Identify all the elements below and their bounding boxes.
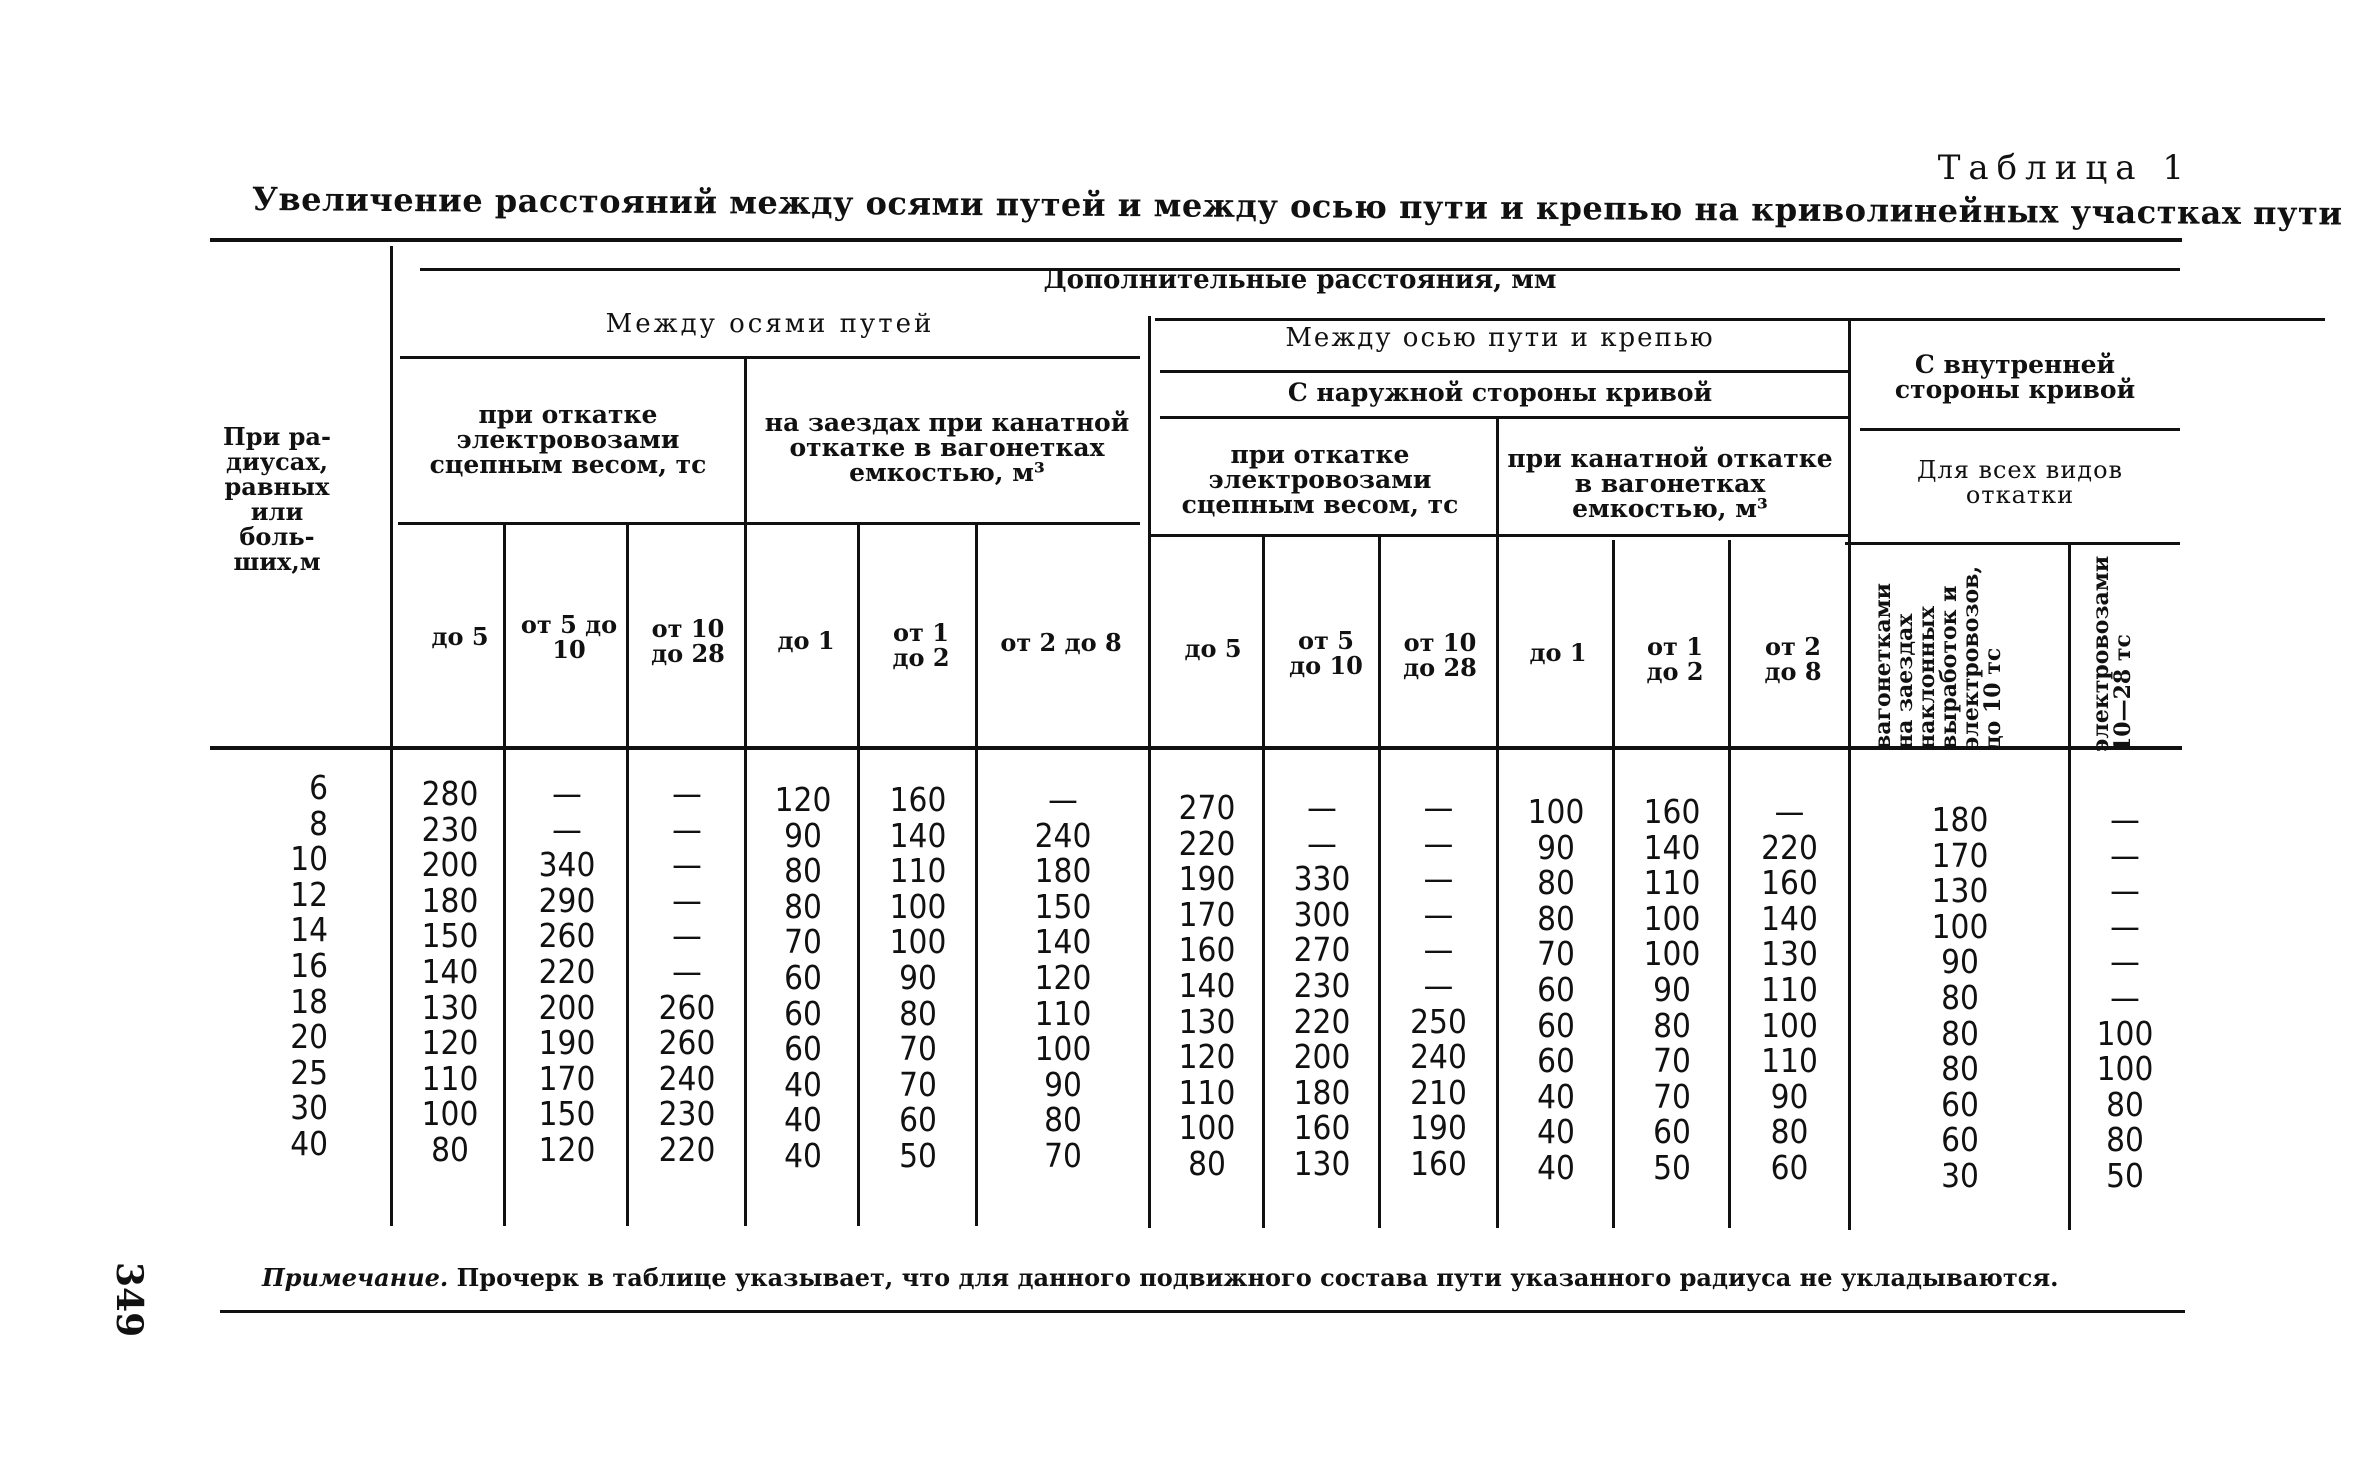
table-cell: 130 (1761, 934, 1818, 974)
table-cell: 110 (1034, 993, 1092, 1033)
table-cell: 100 (889, 922, 947, 962)
radius-cell: 30 (290, 1088, 328, 1128)
table-cell: — (1774, 792, 1805, 831)
header-electro-2: при откатке электровозами сцепным весом, тс (1181, 440, 1459, 519)
table-cell: 230 (658, 1094, 716, 1134)
vrule-2 (626, 524, 629, 1226)
table-cell: — (552, 774, 582, 813)
table-cell: 60 (1941, 1120, 1979, 1160)
table-cell: 120 (774, 780, 832, 819)
rule-inner (1860, 428, 2180, 431)
table-cell: 180 (1293, 1072, 1351, 1112)
table-cell: 80 (1770, 1112, 1809, 1152)
header-axis-support: Между осью пути и крепью (1285, 323, 1715, 353)
table-cell: 40 (1537, 1112, 1575, 1152)
table-cell: 150 (1034, 886, 1092, 926)
table-cell: 80 (1044, 1100, 1082, 1140)
table-cell: 260 (658, 987, 716, 1027)
table-cell: 100 (889, 886, 947, 926)
data-column-7 (1265, 790, 1379, 1182)
table-cell: 200 (1293, 1037, 1351, 1077)
table-cell: 60 (1941, 1084, 1979, 1124)
table-cell: 150 (538, 1094, 596, 1134)
table-cell: 100 (1931, 906, 1989, 946)
header-electro-1: при откатке электровозами сцепным весом, тс (429, 400, 707, 479)
table-cell: — (672, 774, 702, 813)
sub-header-3: до 1 (777, 626, 835, 655)
table-cell: 100 (1643, 898, 1701, 938)
table-cell: 60 (784, 993, 822, 1033)
table-cell: 240 (1034, 815, 1092, 855)
data-column-6 (1152, 790, 1262, 1182)
table-cell: 40 (1537, 1147, 1575, 1187)
rule-axis-support (1155, 318, 2325, 321)
table-cell: — (2110, 835, 2140, 875)
data-column-2 (630, 776, 744, 1168)
table-cell: — (2110, 977, 2140, 1017)
radius-column (270, 770, 328, 1162)
table-cell: 210 (1410, 1072, 1467, 1112)
header-vertical-electro: электровозами 10—28 тс (2088, 555, 2136, 752)
table-cell: 110 (1178, 1072, 1236, 1112)
rule-sub-left (398, 522, 1140, 525)
sub-header-0: до 5 (431, 622, 489, 651)
header-between-axes: Между осями путей (605, 309, 935, 339)
header-inner-side: С внутренней стороны кривой (1894, 350, 2136, 404)
table-cell: 40 (784, 1135, 822, 1175)
table-cell: — (672, 845, 702, 885)
header-rope-1: на заездах при канатной откатке в вагонетках емкостью, м³ (764, 408, 1130, 487)
table-cell: — (672, 809, 702, 849)
radius-cell: 16 (290, 945, 328, 985)
table-cell: 240 (658, 1058, 716, 1098)
data-column-11 (1731, 794, 1848, 1186)
table-cell: 140 (1761, 898, 1818, 938)
table-cell: 160 (1293, 1108, 1351, 1148)
vrule-9 (1496, 418, 1499, 1228)
sub-header-2: от 10 до 28 (651, 614, 725, 668)
table-cell: 70 (899, 1064, 937, 1104)
table-cell: 60 (1537, 1041, 1575, 1081)
radius-cell: 14 (290, 910, 328, 950)
table-cell: 120 (1034, 957, 1092, 997)
table-cell: 90 (784, 815, 822, 855)
table-cell: 50 (2106, 1155, 2144, 1195)
table-cell: 40 (784, 1100, 822, 1140)
sub-header-11: от 2 до 8 (1764, 632, 1822, 686)
table-cell: — (1423, 894, 1454, 934)
table-cell: 110 (1643, 863, 1701, 903)
table-cell: 290 (538, 880, 596, 920)
table-cell: 170 (538, 1058, 596, 1098)
table-cell: 130 (1931, 871, 1989, 911)
data-column-0 (395, 776, 505, 1168)
rule-sub-right (1845, 542, 2180, 545)
table-cell: 130 (1293, 1143, 1351, 1183)
table-cell: 130 (1178, 1001, 1236, 1041)
table-cell: 80 (2106, 1120, 2144, 1160)
table-cell: 40 (1537, 1076, 1575, 1116)
table-cell: 140 (1034, 922, 1092, 962)
sub-header-4: от 1 до 2 (892, 618, 950, 672)
radius-cell: 40 (290, 1123, 328, 1163)
table-cell: 110 (421, 1058, 479, 1098)
table-cell: 180 (1931, 800, 1989, 839)
table-cell: 110 (1761, 969, 1818, 1009)
table-cell: — (1307, 788, 1337, 827)
data-column-13 (2071, 802, 2179, 1194)
table-cell: 220 (658, 1129, 716, 1169)
data-column-4 (860, 782, 976, 1174)
data-column-8 (1381, 790, 1496, 1182)
table-cell: 170 (1931, 835, 1989, 875)
table-cell: 70 (784, 922, 822, 962)
vrule-12 (1848, 318, 1851, 1230)
data-column-1 (508, 776, 626, 1168)
radius-cell: 6 (309, 768, 328, 807)
table-cell: 60 (784, 1029, 822, 1069)
radius-cell: 10 (290, 839, 328, 879)
table-cell: — (1048, 780, 1078, 819)
header-radius: При ра- диусах, равных или боль- ших,м (223, 422, 331, 576)
table-cell: 90 (1044, 1064, 1082, 1104)
table-cell: 60 (1770, 1147, 1809, 1187)
table-cell: 80 (1941, 977, 1979, 1017)
sub-header-7: от 5 до 10 (1289, 626, 1363, 680)
data-column-12 (1852, 802, 2068, 1194)
table-cell: 240 (1410, 1037, 1467, 1077)
table-cell: 140 (1178, 965, 1236, 1005)
table-cell: 160 (1643, 792, 1701, 831)
table-cell: 60 (1537, 1005, 1575, 1045)
table-cell: 330 (1293, 859, 1351, 899)
table-cell: 40 (784, 1064, 822, 1104)
table-cell: 110 (889, 851, 947, 891)
table-cell: 250 (1410, 1001, 1467, 1041)
table-cell: 90 (1537, 827, 1575, 867)
table-cell: 120 (1178, 1037, 1236, 1077)
table-cell: 80 (1188, 1143, 1226, 1183)
table-cell: 220 (538, 951, 596, 991)
table-cell: 60 (1653, 1112, 1691, 1152)
header-outer-side: С наружной стороны кривой (1287, 378, 1713, 407)
table-cell: 300 (1293, 894, 1351, 934)
vrule-radius (390, 246, 393, 1226)
header-additional: Дополнительные расстояния, мм (1043, 265, 1557, 295)
table-cell: 100 (1527, 792, 1585, 831)
table-cell: 160 (1410, 1143, 1467, 1183)
radius-cell: 20 (290, 1017, 328, 1057)
table-cell: 200 (538, 987, 596, 1027)
table-cell: 80 (1941, 1013, 1979, 1053)
table-cell: 180 (421, 880, 479, 920)
table-cell: — (672, 880, 702, 920)
radius-cell: 25 (290, 1052, 328, 1092)
table-cell: 100 (1034, 1029, 1092, 1069)
sub-header-9: до 1 (1529, 638, 1587, 667)
table-cell: 270 (1178, 788, 1236, 827)
table-cell: 220 (1293, 1001, 1351, 1041)
table-cell: 190 (1410, 1108, 1467, 1148)
table-cell: 200 (421, 845, 479, 885)
table-cell: 70 (899, 1029, 937, 1069)
table-cell: 270 (1293, 930, 1351, 970)
table-cell: 70 (1653, 1076, 1691, 1116)
table-cell: 90 (1770, 1076, 1809, 1116)
table-cell: — (2110, 906, 2140, 946)
header-rope-2: при канатной откатке в вагонетках емкостью, м³ (1507, 444, 1833, 523)
table-cell: 80 (784, 886, 822, 926)
note-text: Прочерк в таблице указывает, что для данного подвижного состава пути указанного радиуса не укладываются. (456, 1263, 2059, 1292)
table-cell: 80 (431, 1129, 469, 1169)
table-cell: 60 (899, 1100, 937, 1140)
vrule-3 (744, 356, 747, 1226)
table-cell: 230 (1293, 965, 1351, 1005)
table-cell: 100 (421, 1094, 479, 1134)
table-cell: 110 (1761, 1041, 1818, 1081)
table-cell: 140 (889, 815, 947, 855)
table-cell: — (552, 809, 582, 849)
table-cell: 60 (784, 957, 822, 997)
note-label: Примечание. (262, 1263, 449, 1292)
table-cell: — (1423, 930, 1454, 970)
table-cell: — (2110, 800, 2140, 839)
table-cell: — (1423, 788, 1454, 827)
table-cell: 80 (1653, 1005, 1691, 1045)
table-cell: — (1423, 965, 1454, 1005)
table-cell: 50 (899, 1135, 937, 1175)
page-number: 349 (108, 1262, 150, 1338)
table-cell: 260 (658, 1023, 716, 1063)
table-cell: 120 (421, 1023, 479, 1063)
table-cell: 70 (1653, 1041, 1691, 1081)
rule-outer (1160, 370, 1850, 373)
table-cell: 220 (1178, 823, 1236, 863)
table-cell: 190 (1178, 859, 1236, 899)
table-cell: 280 (421, 774, 479, 813)
table-cell: — (1423, 823, 1454, 863)
table-cell: 80 (1537, 898, 1575, 938)
table-cell: 340 (538, 845, 596, 885)
data-column-3 (748, 782, 858, 1174)
table-cell: 80 (784, 851, 822, 891)
table-title: Увеличение расстояний между осями путей и между осью пути и крепью на криволинейных участках пути (251, 180, 2343, 233)
table-cell: — (1307, 823, 1337, 863)
table-cell: 220 (1761, 827, 1818, 867)
table-cell: 150 (421, 916, 479, 956)
data-column-10 (1615, 794, 1729, 1186)
table-cell: — (672, 951, 702, 991)
table-cell: 80 (2106, 1084, 2144, 1124)
header-all-types: Для всех видов откатки (1916, 456, 2124, 509)
radius-cell: 18 (290, 981, 328, 1021)
table-cell: 230 (421, 809, 479, 849)
table-cell: 140 (421, 951, 479, 991)
table-cell: 90 (899, 957, 937, 997)
table-cell: 70 (1044, 1135, 1082, 1175)
table-cell: 90 (1653, 969, 1691, 1009)
table-cell: 100 (1643, 934, 1701, 974)
header-vertical-wagons: вагонетками на заездах наклонных выработок и электровозов, до 10 тс (1870, 565, 2006, 750)
rule-outer-sub (1160, 416, 1850, 419)
table-cell: 100 (1761, 1005, 1818, 1045)
table-cell: 260 (538, 916, 596, 956)
radius-cell: 8 (309, 803, 328, 843)
table-cell: — (672, 916, 702, 956)
top-rule (210, 238, 2182, 242)
table-cell: 120 (538, 1129, 596, 1169)
table-cell: — (1423, 859, 1454, 899)
table-cell: 30 (1941, 1155, 1979, 1195)
table-cell: 180 (1034, 851, 1092, 891)
sub-header-1: от 5 до 10 (520, 610, 618, 664)
table-cell: 100 (1178, 1108, 1236, 1148)
table-cell: 160 (889, 780, 947, 819)
table-cell: 160 (1178, 930, 1236, 970)
rule-between-axes (400, 356, 1140, 359)
table-cell: 140 (1643, 827, 1701, 867)
sub-header-5: от 2 до 8 (1000, 628, 1122, 657)
radius-cell: 12 (290, 874, 328, 914)
table-note (262, 1263, 2058, 1292)
sub-header-10: от 1 до 2 (1646, 632, 1704, 686)
bottom-rule (220, 1310, 2185, 1313)
table-cell: 80 (1941, 1049, 1979, 1089)
table-cell: 130 (421, 987, 479, 1027)
sub-header-8: от 10 до 28 (1403, 628, 1477, 682)
table-cell: 100 (2096, 1049, 2154, 1089)
table-cell: 170 (1178, 894, 1236, 934)
table-cell: 80 (1537, 863, 1575, 903)
table-cell: 60 (1537, 969, 1575, 1009)
table-cell: 190 (538, 1023, 596, 1063)
table-cell: 90 (1941, 942, 1979, 982)
table-cell: — (2110, 871, 2140, 911)
table-cell: 50 (1653, 1147, 1691, 1187)
table-cell: 100 (2096, 1013, 2154, 1053)
rule-sub-mid (1150, 534, 1850, 537)
table-cell: 80 (899, 993, 937, 1033)
table-cell: 160 (1761, 863, 1818, 903)
table-cell: 70 (1537, 934, 1575, 974)
table-label: Таблица 1 (1937, 148, 2192, 188)
sub-header-6: до 5 (1184, 634, 1242, 663)
data-column-5 (978, 782, 1148, 1174)
table-cell: — (2110, 942, 2140, 982)
data-column-9 (1500, 794, 1612, 1186)
